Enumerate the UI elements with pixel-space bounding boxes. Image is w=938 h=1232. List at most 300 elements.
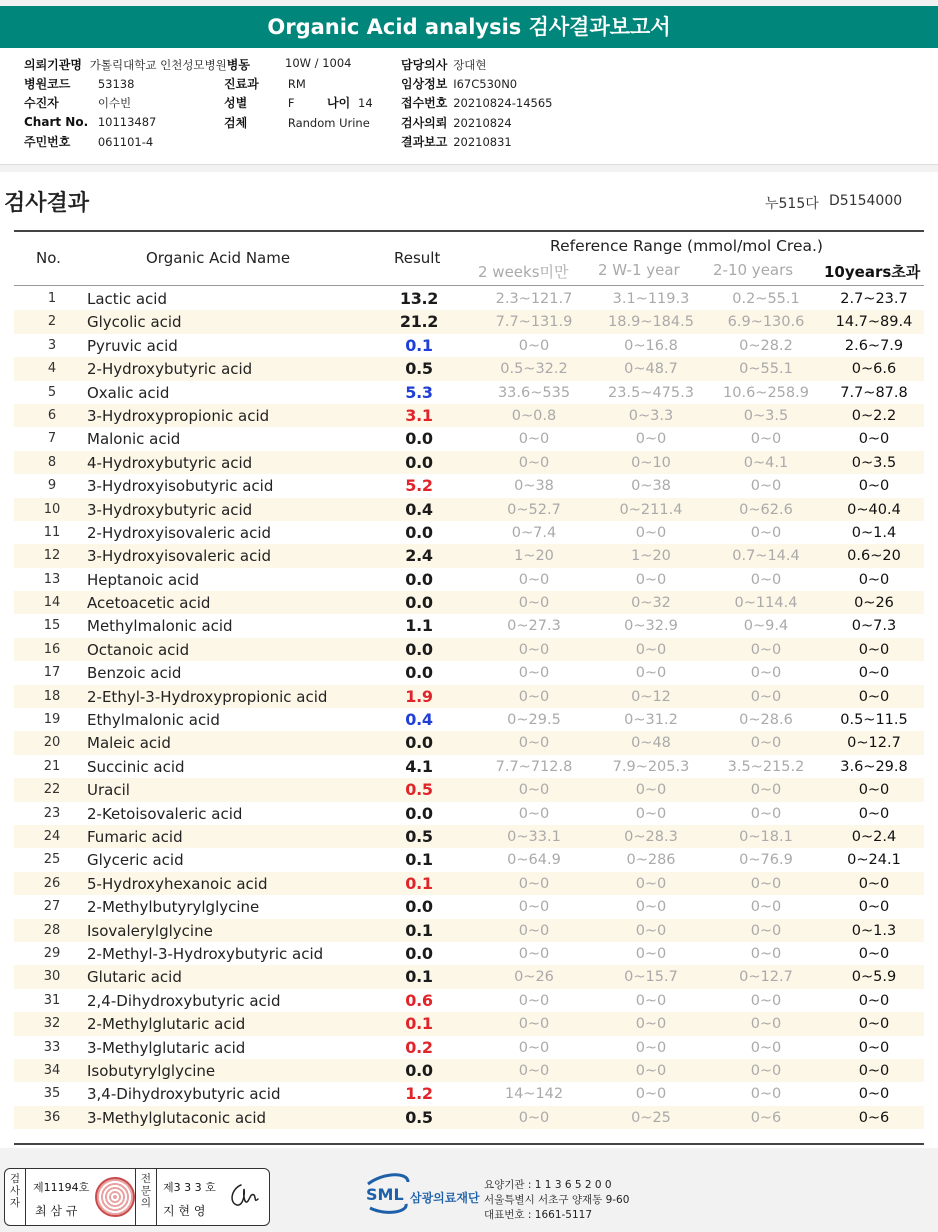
ref-2w-1-year: 0~28.3 [624, 828, 678, 845]
table-row [14, 1059, 924, 1082]
row-number: 6 [47, 407, 57, 423]
row-number: 10 [43, 501, 61, 517]
ref-under-2-weeks: 7.7~131.9 [495, 314, 573, 331]
ref-under-2-weeks: 0~0 [518, 992, 550, 1009]
acid-name: 2-Ketoisovaleric acid [87, 804, 243, 823]
table-row [14, 521, 924, 544]
result-value: 2.4 [405, 546, 433, 566]
ref-under-2-weeks: 0~38 [514, 478, 554, 495]
ref-2-10-years: 0~0 [750, 1086, 782, 1103]
org-institution-code: 요양기관 : 1 1 3 6 5 2 0 0 [484, 1179, 612, 1191]
ref-over-10-years: 0~0 [858, 665, 890, 682]
row-number: 20 [43, 735, 61, 751]
ref-2w-1-year: 7.9~205.3 [612, 758, 690, 775]
row-number: 31 [43, 992, 61, 1008]
table-row [14, 1082, 924, 1105]
ref-2w-1-year: 0~3.3 [628, 407, 674, 424]
signature-icon [227, 1181, 261, 1211]
acid-name: Glyceric acid [87, 851, 184, 870]
result-value: 0.2 [405, 1037, 433, 1057]
department-field [224, 75, 306, 92]
id-no-field [24, 133, 153, 150]
ref-under-2-weeks: 0~0 [518, 922, 550, 939]
result-value: 0.5 [405, 826, 433, 846]
ref-2w-1-year: 0~32.9 [624, 618, 678, 635]
ref-under-2-weeks: 33.6~535 [497, 384, 571, 401]
organization-name: 삼광의료재단 [410, 1191, 480, 1205]
acid-name: 2-Methyl-3-Hydroxybutyric acid [87, 944, 324, 963]
result-value: 0.1 [405, 335, 433, 355]
result-value: 21.2 [399, 312, 439, 332]
row-number: 17 [43, 665, 61, 681]
result-value: 0.0 [405, 943, 433, 963]
ref-2w-1-year: 0~48.7 [624, 361, 678, 378]
ref-2-10-years: 0~0 [750, 782, 782, 799]
row-number: 26 [43, 875, 61, 891]
row-number: 29 [43, 945, 61, 961]
request-date-value: 20210824 [453, 116, 512, 130]
ref-2w-1-year: 0~38 [631, 478, 671, 495]
ref-over-10-years: 0~3.5 [851, 454, 897, 471]
ref-2-10-years: 0~3.5 [743, 407, 789, 424]
ref-2w-1-year: 0~12 [631, 688, 671, 705]
ref-under-2-weeks: 14~142 [504, 1086, 564, 1103]
acid-name: 2-Methylglutaric acid [87, 1015, 246, 1034]
ref-2w-1-year: 0~25 [631, 1109, 671, 1126]
recipient-field [24, 94, 131, 111]
chart-no-field [24, 115, 156, 129]
ref-over-10-years: 0~6.6 [851, 361, 897, 378]
ref-2-10-years: 0~12.7 [739, 969, 793, 986]
table-header-rule [14, 285, 924, 286]
specialist-char-1: 전 [140, 1173, 152, 1185]
id-no-value: 061101-4 [97, 135, 154, 149]
ref-over-10-years: 0~6 [858, 1109, 890, 1126]
ref-over-10-years: 0~0 [858, 1016, 890, 1033]
ref-2-10-years: 0~76.9 [739, 852, 793, 869]
clinical-info-label: 임상정보 [401, 77, 448, 91]
ref-2w-1-year: 0~0 [635, 875, 667, 892]
report-date-field [401, 133, 512, 150]
specimen-field [224, 114, 370, 131]
ref-2w-1-year: 0~0 [635, 992, 667, 1009]
ref-over-10-years: 0~0 [858, 899, 890, 916]
ref-under-2-weeks: 0~0 [518, 735, 550, 752]
ref-2w-1-year: 0~0 [635, 431, 667, 448]
ref-2w-1-year: 0~0 [635, 922, 667, 939]
inspector-char-2: 사 [9, 1185, 21, 1197]
acid-name: Acetoacetic acid [87, 594, 211, 613]
acid-name: 2-Methylbutyrylglycine [87, 898, 260, 917]
result-value: 0.5 [405, 359, 433, 379]
row-number: 4 [47, 361, 57, 377]
results-section-title: 검사결과 [4, 191, 90, 216]
ref-2-10-years: 0~0 [750, 1016, 782, 1033]
result-value: 1.2 [405, 1084, 433, 1104]
table-row [14, 895, 924, 918]
ref-2w-1-year: 0~0 [635, 571, 667, 588]
ref-over-10-years: 0~7.3 [851, 618, 897, 635]
ref-2-10-years: 0~0 [750, 992, 782, 1009]
hospital-code-value: 53138 [97, 77, 135, 91]
table-body [14, 287, 924, 1129]
row-number: 16 [43, 641, 61, 657]
ref-2-10-years: 0~0 [750, 899, 782, 916]
ref-2w-1-year: 0~0 [635, 1039, 667, 1056]
ref-over-10-years: 0~0 [858, 875, 890, 892]
row-number: 2 [47, 314, 57, 330]
table-row [14, 334, 924, 357]
ref-under-2-weeks: 0~0 [518, 454, 550, 471]
specialist-char-3: 의 [140, 1197, 152, 1209]
institution-label: 의뢰기관명 [24, 58, 82, 72]
ref-under-2-weeks: 0~0 [518, 641, 550, 658]
ref-2-10-years: 0~28.2 [739, 337, 793, 354]
inspector-char-3: 자 [9, 1197, 21, 1209]
sex-label: 성별 [224, 96, 248, 110]
ref-2w-1-year: 0~0 [635, 1062, 667, 1079]
ref-under-2-weeks: 0~0 [518, 1062, 550, 1079]
ref-2w-1-year: 1~20 [631, 548, 671, 565]
header-no: No. [36, 249, 61, 267]
request-date-label: 검사의뢰 [401, 116, 448, 130]
result-value: 0.0 [405, 803, 433, 823]
department-value: RM [287, 77, 306, 91]
ref-over-10-years: 3.6~29.8 [840, 758, 908, 775]
ref-under-2-weeks: 0~0 [518, 782, 550, 799]
result-value: 0.0 [405, 522, 433, 542]
result-value: 0.5 [405, 780, 433, 800]
table-row [14, 989, 924, 1012]
row-number: 35 [43, 1086, 61, 1102]
doctor-field [401, 56, 487, 73]
result-value: 0.0 [405, 663, 433, 683]
row-number: 32 [43, 1016, 61, 1032]
table-row [14, 310, 924, 333]
table-row [14, 1012, 924, 1035]
acid-name: 4-Hydroxybutyric acid [87, 453, 253, 472]
acid-name: Malonic acid [87, 430, 181, 449]
ref-2w-1-year: 0~16.8 [624, 337, 678, 354]
acid-name: Isobutyrylglycine [87, 1061, 216, 1080]
specimen-value: Random Urine [287, 116, 370, 130]
row-number: 18 [43, 688, 61, 704]
ref-under-2-weeks: 0~0 [518, 1039, 550, 1056]
ref-over-10-years: 0~0 [858, 782, 890, 799]
age-label: 나이 [327, 96, 351, 110]
acid-name: 3-Hydroxypropionic acid [87, 406, 270, 425]
acid-name: 3-Hydroxyisovaleric acid [87, 547, 272, 566]
table-row [14, 287, 924, 310]
specialist-char-2: 문 [140, 1185, 152, 1197]
acid-name: Methylmalonic acid [87, 617, 233, 636]
ref-2w-1-year: 0~0 [635, 945, 667, 962]
ref-2w-1-year: 0~15.7 [624, 969, 678, 986]
ref-2w-1-year: 0~0 [635, 782, 667, 799]
ref-2w-1-year: 0~48 [631, 735, 671, 752]
ref-over-10-years: 0~40.4 [847, 501, 901, 518]
ref-under-2-weeks: 0~0 [518, 571, 550, 588]
table-row [14, 474, 924, 497]
row-number: 25 [43, 852, 61, 868]
table-row [14, 731, 924, 754]
acid-name: Uracil [87, 781, 130, 800]
acid-name: Benzoic acid [87, 664, 182, 683]
acid-name: Lactic acid [87, 290, 167, 308]
ref-2w-1-year: 18.9~184.5 [608, 314, 694, 331]
acid-name: 2,4-Dihydroxybutyric acid [87, 991, 281, 1010]
ref-2-10-years: 0~6 [750, 1109, 782, 1126]
chart-no-label: Chart No. [24, 115, 89, 129]
specimen-label: 검체 [224, 116, 248, 130]
ref-under-2-weeks: 0~29.5 [507, 712, 561, 729]
acid-name: 3-Methylglutaconic acid [87, 1108, 267, 1127]
document-code-a: 누515다 [765, 196, 819, 212]
table-row [14, 381, 924, 404]
table-row [14, 685, 924, 708]
row-number: 14 [43, 595, 61, 611]
result-value: 1.9 [405, 686, 433, 706]
header-ref-col-3: 2-10 years [713, 261, 794, 279]
ward-label: 병동 [226, 58, 250, 72]
ref-under-2-weeks: 0~52.7 [507, 501, 561, 518]
acid-name: 2-Hydroxyisovaleric acid [87, 523, 272, 542]
result-value: 5.3 [405, 382, 433, 402]
ref-under-2-weeks: 0~0 [518, 805, 550, 822]
table-bottom-rule [14, 1143, 924, 1145]
acid-name: Maleic acid [87, 734, 171, 753]
ref-2w-1-year: 0~0 [635, 1016, 667, 1033]
inspector-name: 최 삼 규 [35, 1204, 78, 1218]
result-value: 4.1 [405, 756, 433, 776]
header-name: Organic Acid Name [146, 249, 291, 267]
row-number: 30 [43, 969, 61, 985]
ref-2-10-years: 0~0 [750, 431, 782, 448]
acid-name: Isovalerylglycine [87, 921, 213, 940]
table-row [14, 919, 924, 942]
ref-2w-1-year: 0~31.2 [624, 712, 678, 729]
signature-stamp-box [4, 1168, 270, 1226]
result-value: 3.1 [405, 405, 433, 425]
table-row [14, 544, 924, 567]
receipt-no-label: 접수번호 [401, 96, 448, 110]
ref-over-10-years: 0.5~11.5 [840, 712, 908, 729]
row-number: 1 [47, 291, 57, 306]
table-row [14, 591, 924, 614]
ref-2-10-years: 10.6~258.9 [723, 384, 809, 401]
doctor-label: 담당의사 [401, 58, 448, 72]
ref-2-10-years: 0~0 [750, 1062, 782, 1079]
ref-over-10-years: 0~24.1 [847, 852, 901, 869]
table-row [14, 1036, 924, 1059]
seal-stamp-icon [95, 1177, 135, 1217]
age-value: 14 [358, 96, 373, 110]
row-number: 15 [43, 618, 61, 634]
result-value: 0.1 [405, 967, 433, 987]
row-number: 12 [43, 548, 61, 564]
ref-2-10-years: 0~0 [750, 805, 782, 822]
ref-under-2-weeks: 0~0 [518, 899, 550, 916]
table-top-rule [14, 230, 924, 232]
specialist-name: 지 현 영 [163, 1204, 206, 1218]
acid-name: 3-Methylglutaric acid [87, 1038, 246, 1057]
ref-over-10-years: 0~0 [858, 688, 890, 705]
ref-2w-1-year: 3.1~119.3 [612, 291, 690, 307]
ref-2w-1-year: 0~211.4 [619, 501, 683, 518]
acid-name: Pyruvic acid [87, 336, 178, 355]
sex-field [224, 94, 294, 111]
org-phone: 대표번호 : 1661-5117 [484, 1209, 593, 1221]
ref-over-10-years: 0~0 [858, 1039, 890, 1056]
ref-under-2-weeks: 0~26 [514, 969, 554, 986]
ref-2-10-years: 0~0 [750, 641, 782, 658]
acid-name: Glutaric acid [87, 968, 182, 987]
ref-over-10-years: 0~2.4 [851, 828, 897, 845]
report-date-label: 결과보고 [401, 135, 448, 149]
receipt-no-field [401, 94, 552, 111]
header-ref-col-1: 2 weeks미만 [478, 263, 569, 281]
ref-2w-1-year: 0~0 [635, 805, 667, 822]
ward-value: 10W / 1004 [285, 56, 352, 70]
ref-2-10-years: 0~0 [750, 478, 782, 495]
acid-name: Glycolic acid [87, 313, 182, 332]
ref-2-10-years: 3.5~215.2 [727, 758, 805, 775]
ref-under-2-weeks: 0~0 [518, 875, 550, 892]
ref-over-10-years: 7.7~87.8 [840, 384, 908, 401]
row-number: 21 [43, 758, 61, 774]
ref-under-2-weeks: 1~20 [514, 548, 554, 565]
ref-2-10-years: 0~4.1 [743, 454, 789, 471]
table-row [14, 357, 924, 380]
row-number: 8 [47, 454, 57, 470]
acid-name: Oxalic acid [87, 383, 170, 402]
department-label: 진료과 [224, 77, 259, 91]
table-row [14, 825, 924, 848]
row-number: 23 [43, 805, 61, 821]
ref-over-10-years: 0~12.7 [847, 735, 901, 752]
acid-name: 5-Hydroxyhexanoic acid [87, 874, 268, 893]
document-code-b: D5154000 [829, 193, 903, 209]
ref-under-2-weeks: 0~0 [518, 431, 550, 448]
table-row [14, 614, 924, 637]
table-row [14, 498, 924, 521]
ref-2-10-years: 0~0 [750, 945, 782, 962]
result-value: 0.0 [405, 452, 433, 472]
table-row [14, 942, 924, 965]
table-row [14, 778, 924, 801]
ref-under-2-weeks: 0~0 [518, 595, 550, 612]
ref-2-10-years: 0~0 [750, 735, 782, 752]
result-value: 0.0 [405, 1060, 433, 1080]
ref-under-2-weeks: 0~33.1 [507, 828, 561, 845]
ref-2-10-years: 0.7~14.4 [732, 548, 800, 565]
ref-under-2-weeks: 0~0 [518, 945, 550, 962]
ref-over-10-years: 0~1.3 [851, 922, 897, 939]
ref-2-10-years: 0~9.4 [743, 618, 789, 635]
table-row [14, 404, 924, 427]
result-value: 0.4 [405, 499, 433, 519]
acid-name: 2-Ethyl-3-Hydroxypropionic acid [87, 687, 328, 706]
row-number: 36 [43, 1109, 61, 1125]
report-title: Organic Acid analysis 검사결과보고서 [0, 6, 938, 48]
row-number: 5 [47, 384, 57, 400]
table-row [14, 638, 924, 661]
table-row [14, 872, 924, 895]
chart-no-value: 10113487 [97, 115, 157, 129]
table-row [14, 708, 924, 731]
table-row [14, 848, 924, 871]
inspector-license-no: 제11194호 [33, 1181, 90, 1194]
table-row [14, 1106, 924, 1129]
result-value: 1.1 [405, 616, 433, 636]
acid-name: Ethylmalonic acid [87, 711, 220, 730]
ref-2w-1-year: 0~0 [635, 524, 667, 541]
ref-2w-1-year: 0~0 [635, 1086, 667, 1103]
table-row [14, 755, 924, 778]
acid-name: 3-Hydroxybutyric acid [87, 500, 253, 519]
result-value: 0.1 [405, 873, 433, 893]
ref-over-10-years: 0~0 [858, 641, 890, 658]
table-row [14, 965, 924, 988]
ref-2-10-years: 0~28.6 [739, 712, 793, 729]
recipient-value: 이수빈 [97, 96, 132, 110]
table-row [14, 427, 924, 450]
specialist-license-no: 제3 3 3 호 [163, 1181, 216, 1194]
header-result: Result [394, 249, 441, 267]
table-row [14, 802, 924, 825]
ward-field [285, 56, 351, 70]
ref-over-10-years: 0~0 [858, 571, 890, 588]
ref-2-10-years: 0~62.6 [739, 501, 793, 518]
acid-name: 3-Hydroxyisobutyric acid [87, 477, 274, 496]
result-value: 0.0 [405, 733, 433, 753]
result-value: 0.5 [405, 1107, 433, 1127]
ref-over-10-years: 0~26 [854, 595, 894, 612]
row-number: 9 [47, 478, 57, 494]
ref-under-2-weeks: 0.5~32.2 [500, 361, 568, 378]
row-number: 22 [43, 782, 61, 798]
ref-2w-1-year: 23.5~475.3 [608, 384, 694, 401]
ref-2w-1-year: 0~32 [631, 595, 671, 612]
hospital-code-field [24, 75, 134, 92]
receipt-no-value: 20210824-14565 [453, 96, 553, 110]
row-number: 33 [43, 1039, 61, 1055]
ref-over-10-years: 0~0 [858, 992, 890, 1009]
sml-logo-text: SML [366, 1185, 404, 1204]
ref-over-10-years: 0~0 [858, 1062, 890, 1079]
patient-info-panel [0, 48, 938, 165]
inspector-char-1: 검 [9, 1173, 21, 1185]
acid-name: Succinic acid [87, 757, 185, 776]
institution-field [24, 56, 250, 73]
hospital-code-label: 병원코드 [24, 77, 71, 91]
result-value: 0.4 [405, 710, 433, 730]
recipient-label: 수진자 [24, 96, 59, 110]
result-value: 0.0 [405, 593, 433, 613]
ref-under-2-weeks: 0~0 [518, 665, 550, 682]
result-value: 5.2 [405, 476, 433, 496]
id-no-label: 주민번호 [24, 135, 71, 149]
ref-2-10-years: 0~0 [750, 665, 782, 682]
ref-2w-1-year: 0~0 [635, 641, 667, 658]
ref-under-2-weeks: 0~7.4 [511, 524, 557, 541]
ref-over-10-years: 2.7~23.7 [840, 291, 908, 307]
table-row [14, 451, 924, 474]
result-value: 0.6 [405, 990, 433, 1010]
ref-2-10-years: 0~0 [750, 524, 782, 541]
ref-over-10-years: 0~0 [858, 431, 890, 448]
ref-under-2-weeks: 0~0 [518, 1109, 550, 1126]
